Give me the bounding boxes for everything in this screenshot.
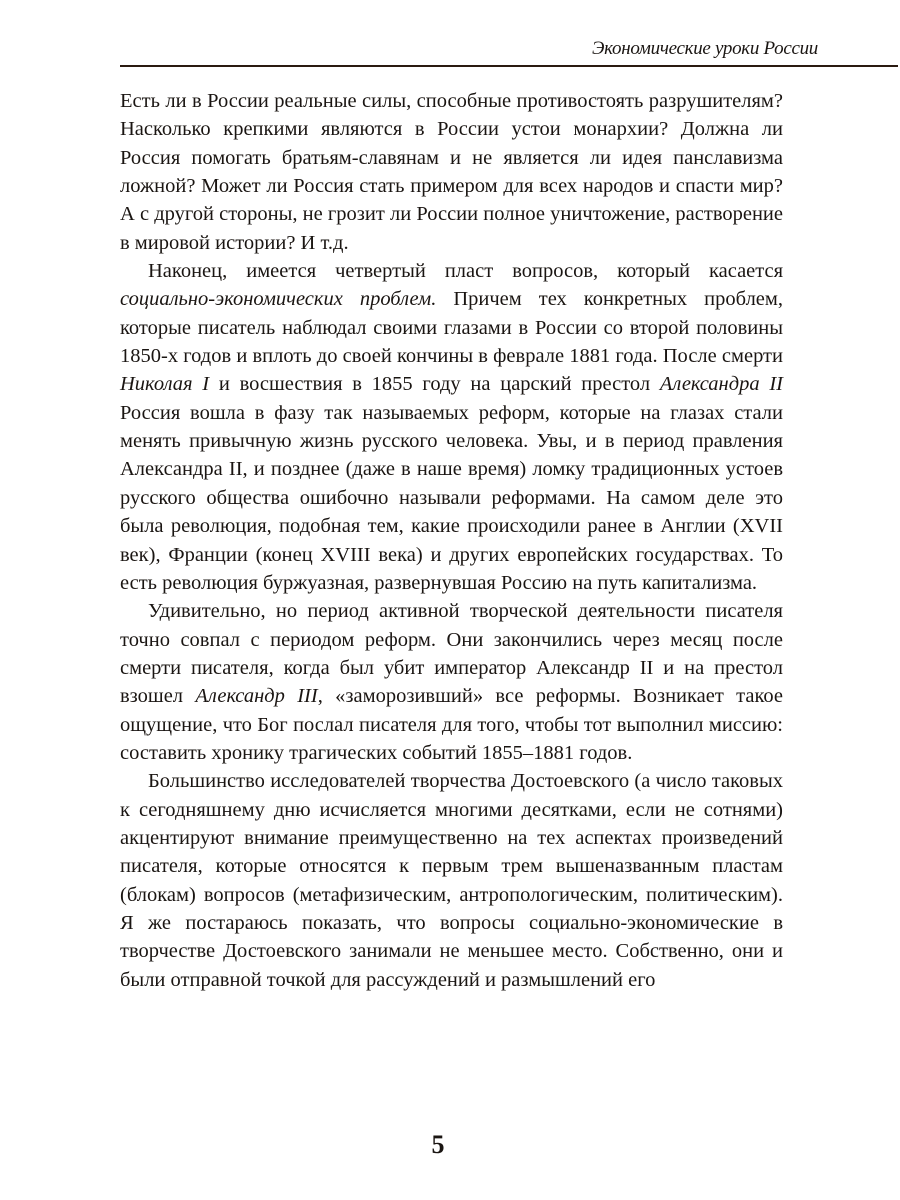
emphasis-text: Николая I [120,373,210,396]
text-segment: Удивительно, но период активной творческой деятельности писателя точно совпал с периодом реформ. Они закончились через месяц после смерти писателя, когда был убит император Александр II и на престол взошел [120,600,783,708]
text-segment: Есть ли в России реальные силы, способные противостоять разрушителям? Насколько крепкими являются в России устои монархии? Должна ли Россия помогать братьям-славянам и не является ли идея панславизма ложной? Может ли Россия стать примером для всех народов и спасти мир? А с другой стороны, не грозит ли России полное уничтожение, растворение в мировой истории? И т.д. [120,90,783,254]
body-text [120,87,783,994]
paragraph-4 [120,767,783,994]
page-number: 5 [431,1130,445,1159]
emphasis-text: Александра II [659,373,783,396]
emphasis-text: Александр III [195,685,318,708]
paragraph-1 [120,87,783,257]
text-segment: , «заморозивший» все реформы. Возникает такое ощущение, что Бог послал писателя для того, чтобы тот выполнил миссию: составить хронику трагических событий 1855–1881 годов. [120,685,783,764]
text-segment: Россия вошла в фазу так называемых реформ, которые на глазах стали менять привычную жизнь русского человека. Увы, и в период правления Александра II, и позднее (даже в наше время) ломку традиционных устоев русского общества ошибочно называли реформами. На самом деле это была революция, подобная тем, какие происходили ранее в Англии (XVII век), Франции (конец XVIII века) и других европейских государствах. То есть революция буржуазная, развернувшая Россию на путь капитализма. [120,401,783,594]
text-segment: Наконец, имеется четвертый пласт вопросов, который касается [148,260,783,283]
text-segment: Большинство исследователей творчества Достоевского (а число таковых к сегодняшнему дню исчисляется многими десятками, если не сотнями) акцентируют внимание преимущественно на тех аспектах произведений писателя, которые относятся к первым трем вышеназванным пластам (блокам) вопросов (метафизическим, антропологическим, политическим). Я же постараюсь показать, что вопросы социально-экономические в творчестве Достоевского занимали не меньшее место. Собственно, они и были отправной точкой для рассуждений и размышлений его [120,770,783,991]
text-segment: и восшествия в 1855 году на царский престол [209,373,660,396]
running-header-title: Экономические уроки России [592,38,818,59]
paragraph-3 [120,597,783,767]
emphasis-text: социально-экономических проблем. [120,288,437,311]
header-rule [120,65,898,67]
paragraph-2 [120,257,783,597]
text-segment: Причем тех конкретных проблем, которые писатель наблюдал своими глазами в России со второй половины 1850-х годов и вплоть до своей кончины в феврале 1881 года. После смерти [120,288,783,368]
